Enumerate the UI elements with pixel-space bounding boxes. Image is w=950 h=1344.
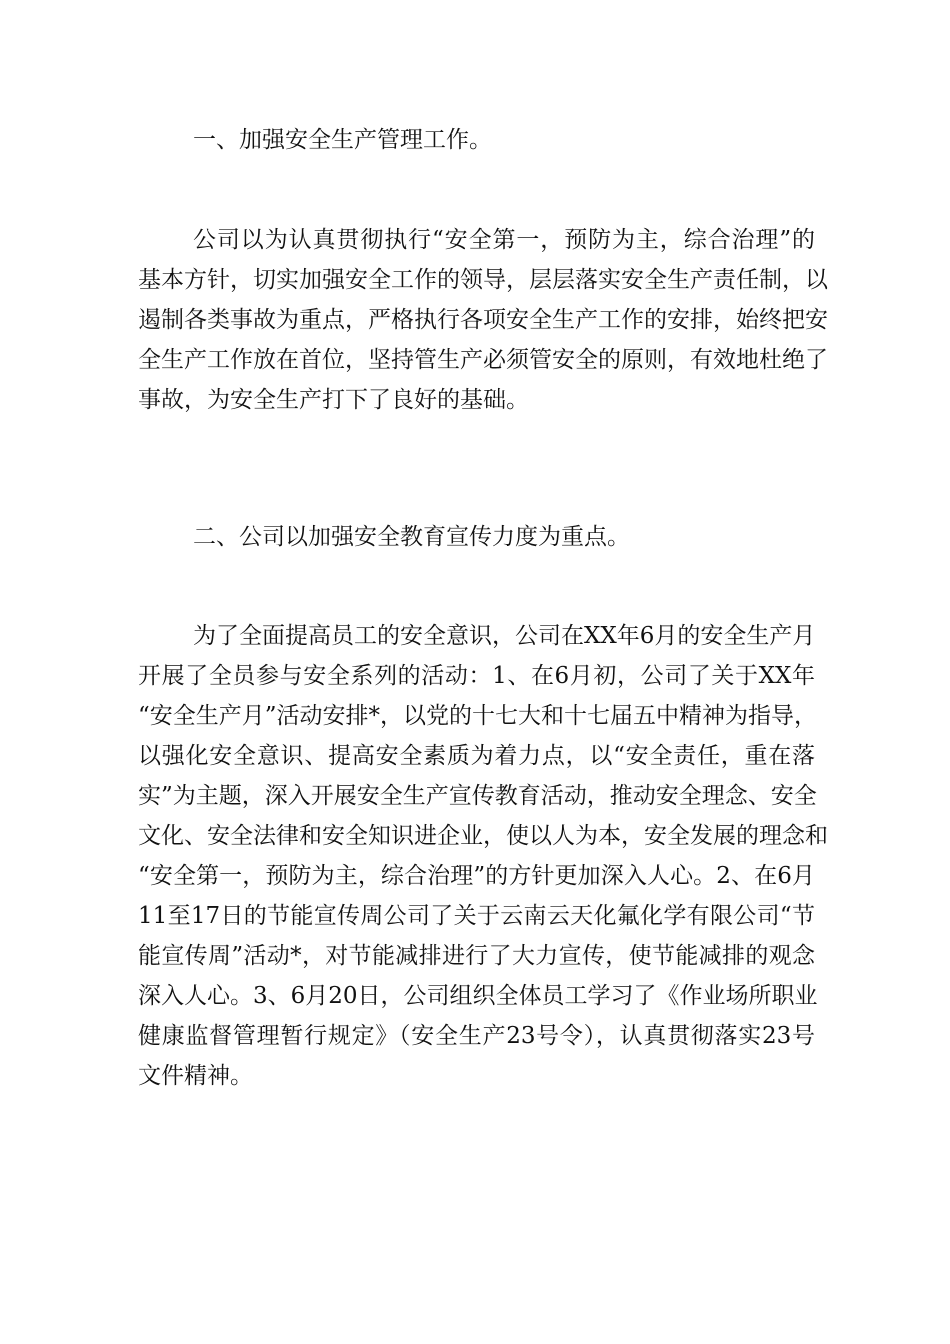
section-2-paragraph (138, 616, 828, 1096)
paragraph-line: “安全第一，预防为主，综合治理”的方针更加深入人心。2、在6月 (138, 863, 815, 889)
paragraph-line: 能宣传周”活动*，对节能减排进行了大力宣传，使节能减排的观念 (138, 943, 815, 969)
paragraph-line: 开展了全员参与安全系列的活动：1、在6月初，公司了关于XX年 (138, 663, 815, 689)
paragraph-line: 实”为主题，深入开展安全生产宣传教育活动，推动安全理念、安全 (138, 783, 817, 809)
paragraph-line: 基本方针，切实加强安全工作的领导，层层落实安全生产责任制，以 (138, 267, 828, 293)
paragraph-line: 以强化安全意识、提高安全素质为着力点，以“安全责任，重在落 (138, 743, 815, 769)
paragraph-line: 健康监督管理暂行规定》（安全生产23号令），认真贯彻落实23号 (138, 1023, 815, 1049)
paragraph-line: 事故，为安全生产打下了良好的基础。 (138, 387, 529, 413)
paragraph-line: 文件精神。 (138, 1063, 253, 1089)
paragraph-line: 文化、安全法律和安全知识进企业，使以人为本，安全发展的理念和 (138, 823, 828, 849)
paragraph-line: 深入人心。3、6月20日，公司组织全体员工学习了《作业场所职业 (138, 983, 818, 1009)
paragraph-line: 公司以为认真贯彻执行“安全第一，预防为主，综合治理”的 (193, 227, 815, 253)
section-1-paragraph (138, 220, 828, 420)
paragraph-line: “安全生产月”活动安排*，以党的十七大和十七届五中精神为指导， (138, 703, 818, 729)
paragraph-line: 11至17日的节能宣传周公司了关于云南云天化氟化学有限公司“节 (138, 903, 815, 929)
paragraph-line: 全生产工作放在首位，坚持管生产必须管安全的原则，有效地杜绝了 (138, 347, 828, 373)
paragraph-line: 为了全面提高员工的安全意识，公司在XX年6月的安全生产月 (193, 623, 816, 649)
section-2-heading: 二、公司以加强安全教育宣传力度为重点。 (193, 524, 630, 550)
paragraph-line: 遏制各类事故为重点，严格执行各项安全生产工作的安排，始终把安 (138, 307, 828, 333)
section-1-heading: 一、加强安全生产管理工作。 (193, 127, 492, 153)
